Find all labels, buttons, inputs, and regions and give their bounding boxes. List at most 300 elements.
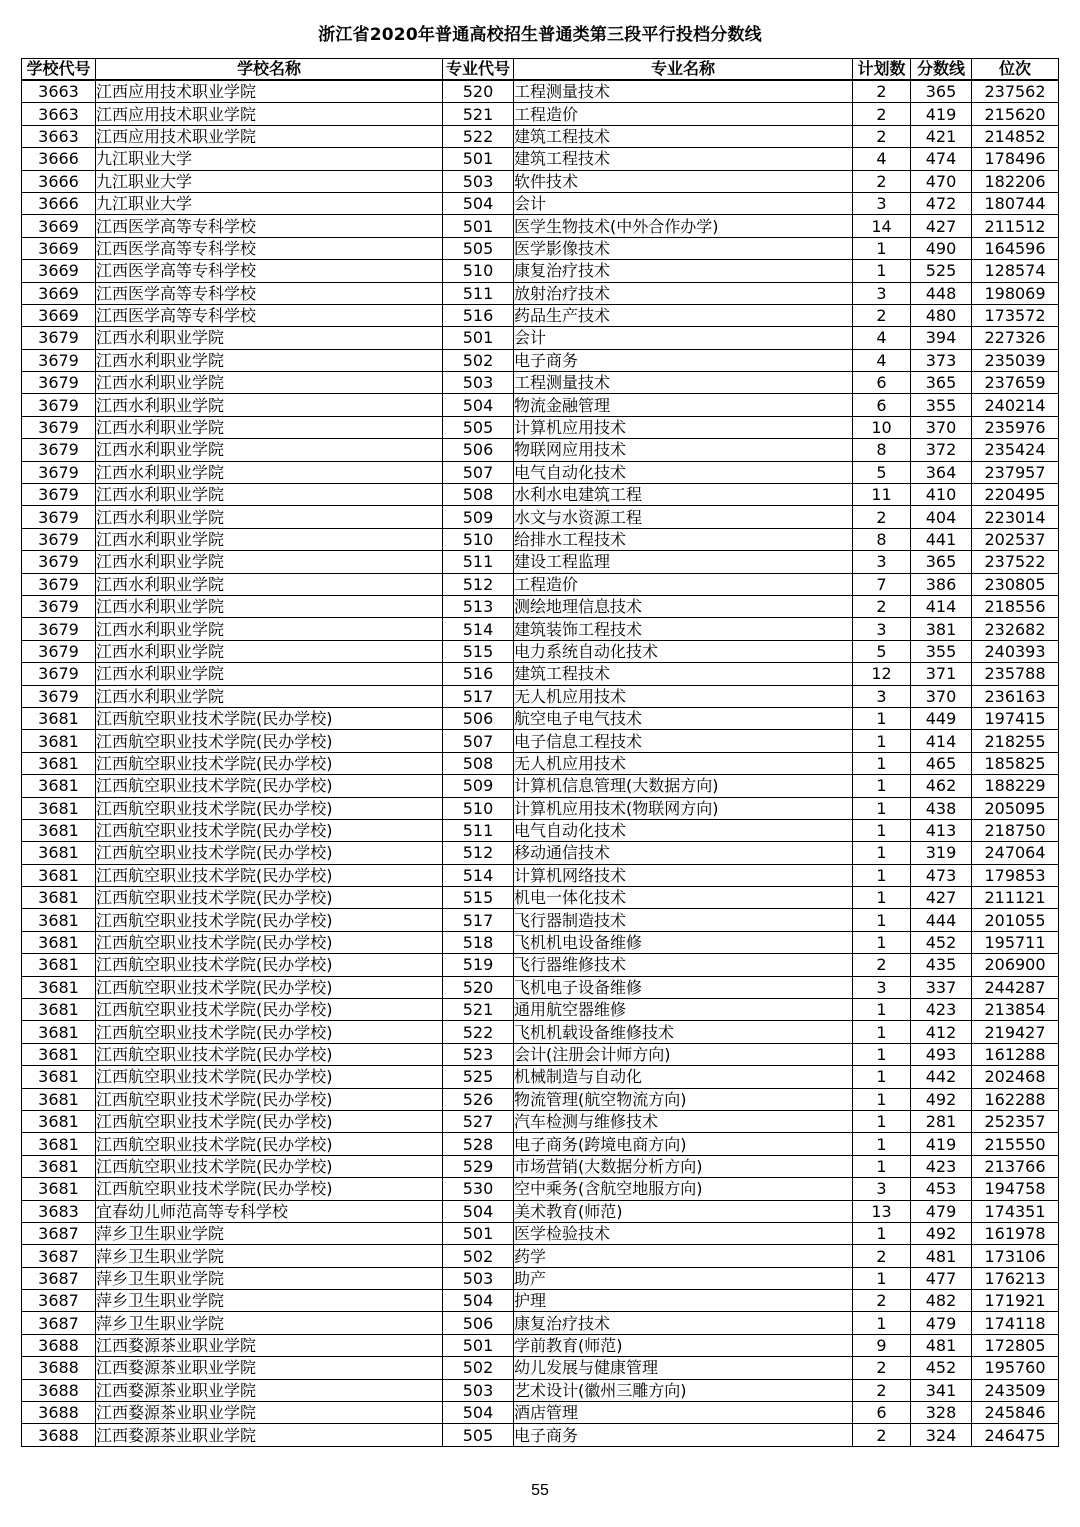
cell-plan-count: 1 — [853, 1312, 911, 1334]
cell-major-code: 528 — [443, 1133, 514, 1155]
cell-school-name: 江西婺源茶业职业学院 — [96, 1334, 443, 1356]
cell-plan-count: 1 — [853, 864, 911, 886]
cell-plan-count: 2 — [853, 954, 911, 976]
cell-school-code: 3681 — [22, 1155, 96, 1177]
cell-major-name: 电子商务 — [514, 1424, 853, 1446]
table-row — [22, 1200, 1059, 1222]
cell-plan-count: 1 — [853, 999, 911, 1021]
table-row — [22, 416, 1059, 438]
cell-rank: 182206 — [972, 170, 1059, 192]
cell-school-code: 3681 — [22, 931, 96, 953]
cell-school-name: 江西水利职业学院 — [96, 484, 443, 506]
table-body — [22, 80, 1059, 1446]
cell-rank: 178496 — [972, 148, 1059, 170]
cell-school-code: 3688 — [22, 1357, 96, 1379]
cell-major-name: 机械制造与自动化 — [514, 1066, 853, 1088]
cell-rank: 237562 — [972, 80, 1059, 103]
cell-school-code: 3679 — [22, 461, 96, 483]
cell-major-code: 526 — [443, 1088, 514, 1110]
cell-major-code: 520 — [443, 976, 514, 998]
table-row — [22, 1424, 1059, 1446]
cell-plan-count: 2 — [853, 1245, 911, 1267]
cell-school-name: 江西医学高等专科学校 — [96, 237, 443, 259]
cell-major-code: 502 — [443, 1357, 514, 1379]
table-row — [22, 887, 1059, 909]
table-row — [22, 506, 1059, 528]
cell-school-name: 江西水利职业学院 — [96, 640, 443, 662]
cell-major-name: 护理 — [514, 1290, 853, 1312]
cell-major-name: 电子商务 — [514, 349, 853, 371]
table-row — [22, 640, 1059, 662]
cell-score-line: 423 — [911, 999, 972, 1021]
table-row — [22, 372, 1059, 394]
cell-major-name: 市场营销(大数据分析方向) — [514, 1155, 853, 1177]
cell-school-code: 3663 — [22, 80, 96, 103]
table-row — [22, 237, 1059, 259]
cell-major-name: 建设工程监理 — [514, 551, 853, 573]
cell-rank: 218255 — [972, 730, 1059, 752]
cell-school-code: 3681 — [22, 1178, 96, 1200]
cell-major-name: 飞行器制造技术 — [514, 909, 853, 931]
cell-school-name: 江西航空职业技术学院(民办学校) — [96, 1178, 443, 1200]
cell-plan-count: 1 — [853, 707, 911, 729]
cell-school-code: 3688 — [22, 1402, 96, 1424]
header-score-line: 分数线 — [911, 59, 972, 81]
cell-school-name: 九江职业大学 — [96, 148, 443, 170]
cell-score-line: 462 — [911, 775, 972, 797]
cell-plan-count: 6 — [853, 394, 911, 416]
cell-rank: 202468 — [972, 1066, 1059, 1088]
cell-school-code: 3663 — [22, 125, 96, 147]
cell-school-code: 3669 — [22, 282, 96, 304]
cell-major-code: 505 — [443, 416, 514, 438]
cell-school-code: 3681 — [22, 999, 96, 1021]
cell-major-name: 水利水电建筑工程 — [514, 484, 853, 506]
cell-plan-count: 2 — [853, 103, 911, 125]
cell-major-code: 512 — [443, 842, 514, 864]
cell-plan-count: 1 — [853, 1267, 911, 1289]
cell-rank: 180744 — [972, 192, 1059, 214]
header-major-name: 专业名称 — [514, 59, 853, 81]
table-row — [22, 618, 1059, 640]
cell-rank: 173106 — [972, 1245, 1059, 1267]
cell-rank: 235424 — [972, 439, 1059, 461]
cell-score-line: 371 — [911, 663, 972, 685]
table-row — [22, 707, 1059, 729]
cell-plan-count: 4 — [853, 349, 911, 371]
cell-school-code: 3669 — [22, 260, 96, 282]
cell-rank: 237522 — [972, 551, 1059, 573]
cell-plan-count: 3 — [853, 192, 911, 214]
cell-rank: 247064 — [972, 842, 1059, 864]
table-row — [22, 282, 1059, 304]
cell-major-name: 建筑工程技术 — [514, 663, 853, 685]
cell-school-code: 3669 — [22, 304, 96, 326]
cell-score-line: 337 — [911, 976, 972, 998]
cell-rank: 195760 — [972, 1357, 1059, 1379]
cell-score-line: 365 — [911, 551, 972, 573]
cell-major-code: 507 — [443, 730, 514, 752]
cell-rank: 213766 — [972, 1155, 1059, 1177]
cell-plan-count: 1 — [853, 909, 911, 931]
cell-major-code: 501 — [443, 215, 514, 237]
cell-major-code: 501 — [443, 1222, 514, 1244]
cell-score-line: 404 — [911, 506, 972, 528]
cell-major-name: 工程测量技术 — [514, 80, 853, 103]
cell-school-name: 江西水利职业学院 — [96, 573, 443, 595]
cell-school-code: 3681 — [22, 909, 96, 931]
table-row — [22, 1066, 1059, 1088]
table-row — [22, 931, 1059, 953]
cell-school-code: 3681 — [22, 730, 96, 752]
cell-plan-count: 3 — [853, 618, 911, 640]
cell-score-line: 355 — [911, 394, 972, 416]
cell-school-name: 江西水利职业学院 — [96, 595, 443, 617]
cell-school-name: 江西水利职业学院 — [96, 506, 443, 528]
cell-school-code: 3681 — [22, 864, 96, 886]
table-row — [22, 1110, 1059, 1132]
cell-major-name: 物联网应用技术 — [514, 439, 853, 461]
cell-major-name: 康复治疗技术 — [514, 1312, 853, 1334]
cell-plan-count: 1 — [853, 1155, 911, 1177]
cell-plan-count: 6 — [853, 1402, 911, 1424]
cell-plan-count: 9 — [853, 1334, 911, 1356]
cell-school-code: 3687 — [22, 1222, 96, 1244]
header-plan-count: 计划数 — [853, 59, 911, 81]
cell-school-name: 江西航空职业技术学院(民办学校) — [96, 797, 443, 819]
cell-rank: 215550 — [972, 1133, 1059, 1155]
cell-school-code: 3687 — [22, 1312, 96, 1334]
cell-school-name: 江西婺源茶业职业学院 — [96, 1357, 443, 1379]
table-row — [22, 595, 1059, 617]
cell-major-name: 会计(注册会计师方向) — [514, 1043, 853, 1065]
cell-score-line: 355 — [911, 640, 972, 662]
cell-school-code: 3679 — [22, 685, 96, 707]
cell-plan-count: 1 — [853, 1021, 911, 1043]
cell-school-code: 3679 — [22, 327, 96, 349]
table-row — [22, 864, 1059, 886]
cell-plan-count: 3 — [853, 1178, 911, 1200]
cell-school-name: 江西水利职业学院 — [96, 439, 443, 461]
cell-score-line: 421 — [911, 125, 972, 147]
table-row — [22, 304, 1059, 326]
cell-major-name: 会计 — [514, 192, 853, 214]
cell-school-name: 江西水利职业学院 — [96, 551, 443, 573]
table-row — [22, 170, 1059, 192]
cell-major-code: 521 — [443, 103, 514, 125]
cell-score-line: 427 — [911, 215, 972, 237]
cell-major-code: 511 — [443, 551, 514, 573]
cell-school-name: 江西航空职业技术学院(民办学校) — [96, 1066, 443, 1088]
cell-major-code: 504 — [443, 1200, 514, 1222]
cell-plan-count: 6 — [853, 372, 911, 394]
cell-plan-count: 1 — [853, 1222, 911, 1244]
cell-rank: 128574 — [972, 260, 1059, 282]
cell-school-name: 江西医学高等专科学校 — [96, 282, 443, 304]
table-row — [22, 573, 1059, 595]
header-major-code: 专业代号 — [443, 59, 514, 81]
cell-major-code: 503 — [443, 1379, 514, 1401]
cell-score-line: 490 — [911, 237, 972, 259]
cell-plan-count: 3 — [853, 551, 911, 573]
cell-major-name: 移动通信技术 — [514, 842, 853, 864]
cell-school-name: 江西水利职业学院 — [96, 618, 443, 640]
cell-major-name: 艺术设计(徽州三雕方向) — [514, 1379, 853, 1401]
cell-school-name: 江西航空职业技术学院(民办学校) — [96, 819, 443, 841]
cell-score-line: 472 — [911, 192, 972, 214]
cell-school-name: 江西航空职业技术学院(民办学校) — [96, 842, 443, 864]
cell-score-line: 414 — [911, 730, 972, 752]
cell-major-code: 517 — [443, 685, 514, 707]
cell-rank: 237659 — [972, 372, 1059, 394]
cell-score-line: 281 — [911, 1110, 972, 1132]
cell-rank: 194758 — [972, 1178, 1059, 1200]
cell-rank: 173572 — [972, 304, 1059, 326]
cell-major-name: 通用航空器维修 — [514, 999, 853, 1021]
cell-plan-count: 3 — [853, 282, 911, 304]
header-rank: 位次 — [972, 59, 1059, 81]
cell-plan-count: 2 — [853, 1424, 911, 1446]
cell-major-code: 506 — [443, 439, 514, 461]
cell-school-code: 3679 — [22, 484, 96, 506]
cell-school-name: 江西航空职业技术学院(民办学校) — [96, 707, 443, 729]
table-row — [22, 797, 1059, 819]
table-row — [22, 1155, 1059, 1177]
cell-rank: 213854 — [972, 999, 1059, 1021]
cell-score-line: 386 — [911, 573, 972, 595]
cell-school-code: 3679 — [22, 573, 96, 595]
cell-school-code: 3681 — [22, 775, 96, 797]
cell-plan-count: 2 — [853, 595, 911, 617]
cell-plan-count: 1 — [853, 237, 911, 259]
cell-major-code: 530 — [443, 1178, 514, 1200]
cell-major-name: 学前教育(师范) — [514, 1334, 853, 1356]
cell-school-code: 3663 — [22, 103, 96, 125]
cell-major-code: 515 — [443, 640, 514, 662]
cell-plan-count: 8 — [853, 528, 911, 550]
cell-plan-count: 12 — [853, 663, 911, 685]
cell-plan-count: 1 — [853, 1066, 911, 1088]
table-row — [22, 976, 1059, 998]
cell-school-name: 江西航空职业技术学院(民办学校) — [96, 931, 443, 953]
cell-school-name: 江西航空职业技术学院(民办学校) — [96, 887, 443, 909]
cell-score-line: 413 — [911, 819, 972, 841]
cell-school-code: 3679 — [22, 618, 96, 640]
cell-major-code: 511 — [443, 282, 514, 304]
cell-score-line: 365 — [911, 372, 972, 394]
cell-plan-count: 2 — [853, 304, 911, 326]
cell-rank: 161978 — [972, 1222, 1059, 1244]
cell-school-code: 3688 — [22, 1424, 96, 1446]
cell-rank: 236163 — [972, 685, 1059, 707]
cell-score-line: 394 — [911, 327, 972, 349]
cell-score-line: 442 — [911, 1066, 972, 1088]
cell-rank: 195711 — [972, 931, 1059, 953]
cell-school-name: 江西应用技术职业学院 — [96, 80, 443, 103]
cell-school-code: 3681 — [22, 1110, 96, 1132]
cell-school-code: 3666 — [22, 148, 96, 170]
table-row — [22, 1379, 1059, 1401]
cell-school-code: 3681 — [22, 819, 96, 841]
cell-school-name: 江西水利职业学院 — [96, 685, 443, 707]
cell-plan-count: 1 — [853, 1088, 911, 1110]
cell-major-code: 521 — [443, 999, 514, 1021]
cell-school-code: 3688 — [22, 1334, 96, 1356]
cell-school-name: 江西航空职业技术学院(民办学校) — [96, 1155, 443, 1177]
cell-school-name: 江西水利职业学院 — [96, 461, 443, 483]
table-row — [22, 775, 1059, 797]
table-row — [22, 1290, 1059, 1312]
cell-plan-count: 7 — [853, 573, 911, 595]
cell-school-code: 3679 — [22, 372, 96, 394]
cell-major-name: 物流金融管理 — [514, 394, 853, 416]
cell-rank: 244287 — [972, 976, 1059, 998]
cell-school-code: 3681 — [22, 1066, 96, 1088]
cell-school-code: 3679 — [22, 663, 96, 685]
cell-school-code: 3666 — [22, 192, 96, 214]
cell-plan-count: 1 — [853, 730, 911, 752]
cell-major-code: 519 — [443, 954, 514, 976]
cell-school-name: 宜春幼儿师范高等专科学校 — [96, 1200, 443, 1222]
cell-major-code: 502 — [443, 349, 514, 371]
cell-score-line: 479 — [911, 1200, 972, 1222]
cell-major-code: 514 — [443, 864, 514, 886]
cell-school-code: 3681 — [22, 842, 96, 864]
table-row — [22, 663, 1059, 685]
cell-score-line: 373 — [911, 349, 972, 371]
table-row — [22, 954, 1059, 976]
cell-major-name: 酒店管理 — [514, 1402, 853, 1424]
cell-plan-count: 2 — [853, 125, 911, 147]
cell-school-code: 3681 — [22, 887, 96, 909]
table-row — [22, 1357, 1059, 1379]
cell-score-line: 324 — [911, 1424, 972, 1446]
cell-major-code: 522 — [443, 125, 514, 147]
cell-major-name: 建筑装饰工程技术 — [514, 618, 853, 640]
cell-major-name: 医学检验技术 — [514, 1222, 853, 1244]
cell-score-line: 492 — [911, 1088, 972, 1110]
cell-school-name: 江西水利职业学院 — [96, 528, 443, 550]
cell-rank: 205095 — [972, 797, 1059, 819]
cell-school-code: 3688 — [22, 1379, 96, 1401]
cell-major-name: 美术教育(师范) — [514, 1200, 853, 1222]
cell-rank: 174351 — [972, 1200, 1059, 1222]
cell-score-line: 470 — [911, 170, 972, 192]
cell-rank: 174118 — [972, 1312, 1059, 1334]
cell-school-name: 江西应用技术职业学院 — [96, 103, 443, 125]
cell-plan-count: 3 — [853, 685, 911, 707]
cell-school-name: 江西航空职业技术学院(民办学校) — [96, 954, 443, 976]
cell-rank: 232682 — [972, 618, 1059, 640]
cell-major-name: 计算机网络技术 — [514, 864, 853, 886]
cell-school-code: 3679 — [22, 640, 96, 662]
cell-major-code: 501 — [443, 1334, 514, 1356]
cell-plan-count: 11 — [853, 484, 911, 506]
cell-score-line: 448 — [911, 282, 972, 304]
cell-major-code: 523 — [443, 1043, 514, 1065]
cell-major-code: 507 — [443, 461, 514, 483]
cell-major-name: 水文与水资源工程 — [514, 506, 853, 528]
cell-school-name: 江西航空职业技术学院(民办学校) — [96, 730, 443, 752]
cell-plan-count: 1 — [853, 775, 911, 797]
cell-major-name: 放射治疗技术 — [514, 282, 853, 304]
cell-rank: 252357 — [972, 1110, 1059, 1132]
cell-score-line: 410 — [911, 484, 972, 506]
cell-school-code: 3679 — [22, 528, 96, 550]
cell-school-code: 3681 — [22, 1021, 96, 1043]
cell-major-code: 512 — [443, 573, 514, 595]
cell-score-line: 479 — [911, 1312, 972, 1334]
table-row — [22, 148, 1059, 170]
cell-plan-count: 8 — [853, 439, 911, 461]
cell-rank: 198069 — [972, 282, 1059, 304]
cell-plan-count: 2 — [853, 1290, 911, 1312]
cell-major-code: 504 — [443, 192, 514, 214]
cell-major-name: 电力系统自动化技术 — [514, 640, 853, 662]
cell-score-line: 481 — [911, 1245, 972, 1267]
cell-major-code: 505 — [443, 237, 514, 259]
cell-rank: 179853 — [972, 864, 1059, 886]
cell-major-code: 511 — [443, 819, 514, 841]
cell-plan-count: 3 — [853, 976, 911, 998]
cell-rank: 240393 — [972, 640, 1059, 662]
table-row — [22, 461, 1059, 483]
cell-school-name: 江西水利职业学院 — [96, 663, 443, 685]
cell-plan-count: 1 — [853, 1133, 911, 1155]
table-row — [22, 1178, 1059, 1200]
cell-score-line: 419 — [911, 103, 972, 125]
cell-major-code: 504 — [443, 394, 514, 416]
cell-school-code: 3681 — [22, 1088, 96, 1110]
table-row — [22, 439, 1059, 461]
cell-major-code: 510 — [443, 260, 514, 282]
cell-school-name: 江西医学高等专科学校 — [96, 260, 443, 282]
cell-major-name: 助产 — [514, 1267, 853, 1289]
cell-school-code: 3679 — [22, 349, 96, 371]
cell-major-name: 电子商务(跨境电商方向) — [514, 1133, 853, 1155]
cell-school-name: 江西航空职业技术学院(民办学校) — [96, 909, 443, 931]
table-row — [22, 752, 1059, 774]
cell-school-name: 江西航空职业技术学院(民办学校) — [96, 1133, 443, 1155]
cell-major-name: 软件技术 — [514, 170, 853, 192]
cell-school-name: 江西医学高等专科学校 — [96, 215, 443, 237]
cell-score-line: 319 — [911, 842, 972, 864]
table-row — [22, 528, 1059, 550]
cell-score-line: 370 — [911, 416, 972, 438]
cell-plan-count: 13 — [853, 1200, 911, 1222]
table-row — [22, 1245, 1059, 1267]
cell-rank: 206900 — [972, 954, 1059, 976]
cell-major-name: 幼儿发展与健康管理 — [514, 1357, 853, 1379]
cell-school-name: 萍乡卫生职业学院 — [96, 1312, 443, 1334]
table-row — [22, 1043, 1059, 1065]
cell-major-name: 康复治疗技术 — [514, 260, 853, 282]
cell-major-code: 509 — [443, 506, 514, 528]
cell-major-name: 会计 — [514, 327, 853, 349]
cell-major-name: 计算机应用技术(物联网方向) — [514, 797, 853, 819]
cell-plan-count: 2 — [853, 1357, 911, 1379]
cell-major-code: 505 — [443, 1424, 514, 1446]
cell-major-name: 医学影像技术 — [514, 237, 853, 259]
cell-rank: 215620 — [972, 103, 1059, 125]
table-row — [22, 349, 1059, 371]
cell-score-line: 492 — [911, 1222, 972, 1244]
cell-school-name: 萍乡卫生职业学院 — [96, 1267, 443, 1289]
cell-school-name: 九江职业大学 — [96, 192, 443, 214]
cell-score-line: 419 — [911, 1133, 972, 1155]
cell-major-name: 建筑工程技术 — [514, 125, 853, 147]
cell-score-line: 427 — [911, 887, 972, 909]
